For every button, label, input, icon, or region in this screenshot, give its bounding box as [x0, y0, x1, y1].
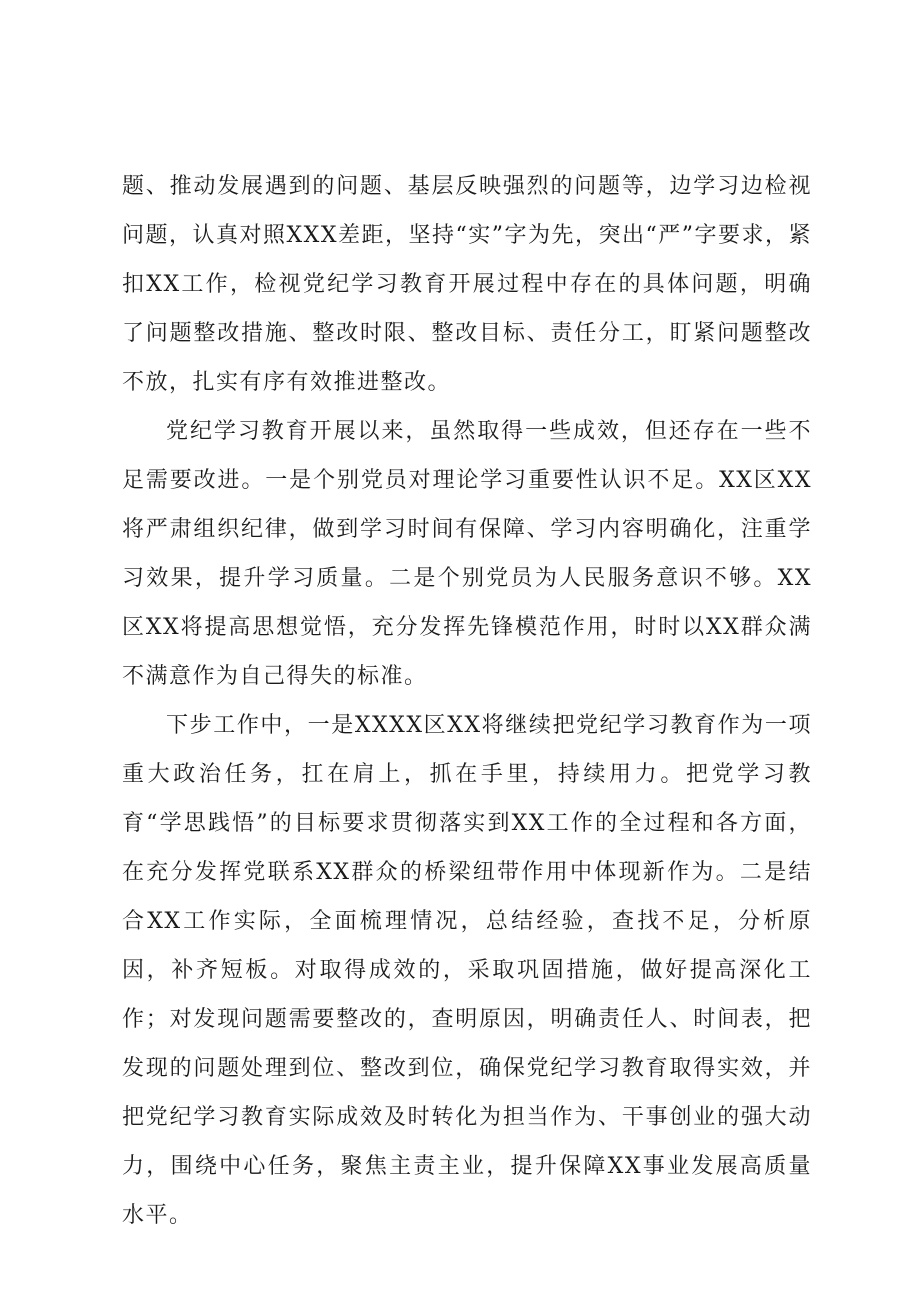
paragraph-issue-review: 题、推动发展遇到的问题、基层反映强烈的问题等，边学习边检视问题，认真对照XXX差距，坚持“实”字为先，突出“严”字要求，紧扣XX工作，检视党纪学习教育开展过程中存在的具体问题，明确了问题整改措施、整改时限、整改目标、责任分工，盯紧问题整改不放，扎实有序有效推进整改。 — [122, 174, 812, 395]
paragraph-shortcomings: 党纪学习教育开展以来，虽然取得一些成效，但还存在一些不足需要改进。一是个别党员对理论学习重要性认识不足。XX区XX将严肃组织纪律，做到学习时间有保障、学习内容明确化，注重学习效果，提升学习质量。二是个别党员为人民服务意识不够。XX区XX将提高思想觉悟，充分发挥先锋模范作用，时时以XX群众满不满意作为自己得失的标准。 — [122, 419, 812, 689]
paragraph-next-steps: 下步工作中，一是XXXX区XX将继续把党纪学习教育作为一项重大政治任务，扛在肩上，抓在手里，持续用力。把党学习教育“学思践悟”的目标要求贯彻落实到XX工作的全过程和各方面，在充分发挥党联系XX群众的桥梁纽带作用中体现新作为。二是结合XX工作实际，全面梳理情况，总结经验，查找不足，分析原因，补齐短板。对取得成效的，采取巩固措施，做好提高深化工作；对发现问题需要整改的，查明原因，明确责任人、时间表，把发现的问题处理到位、整改到位，确保党纪学习教育取得实效，并把党纪学习教育实际成效及时转化为担当作为、干事创业的强大动力，围绕中心任务，聚焦主责主业，提升保障XX事业发展高质量水平。 — [122, 713, 812, 1228]
document-body — [122, 162, 812, 1240]
